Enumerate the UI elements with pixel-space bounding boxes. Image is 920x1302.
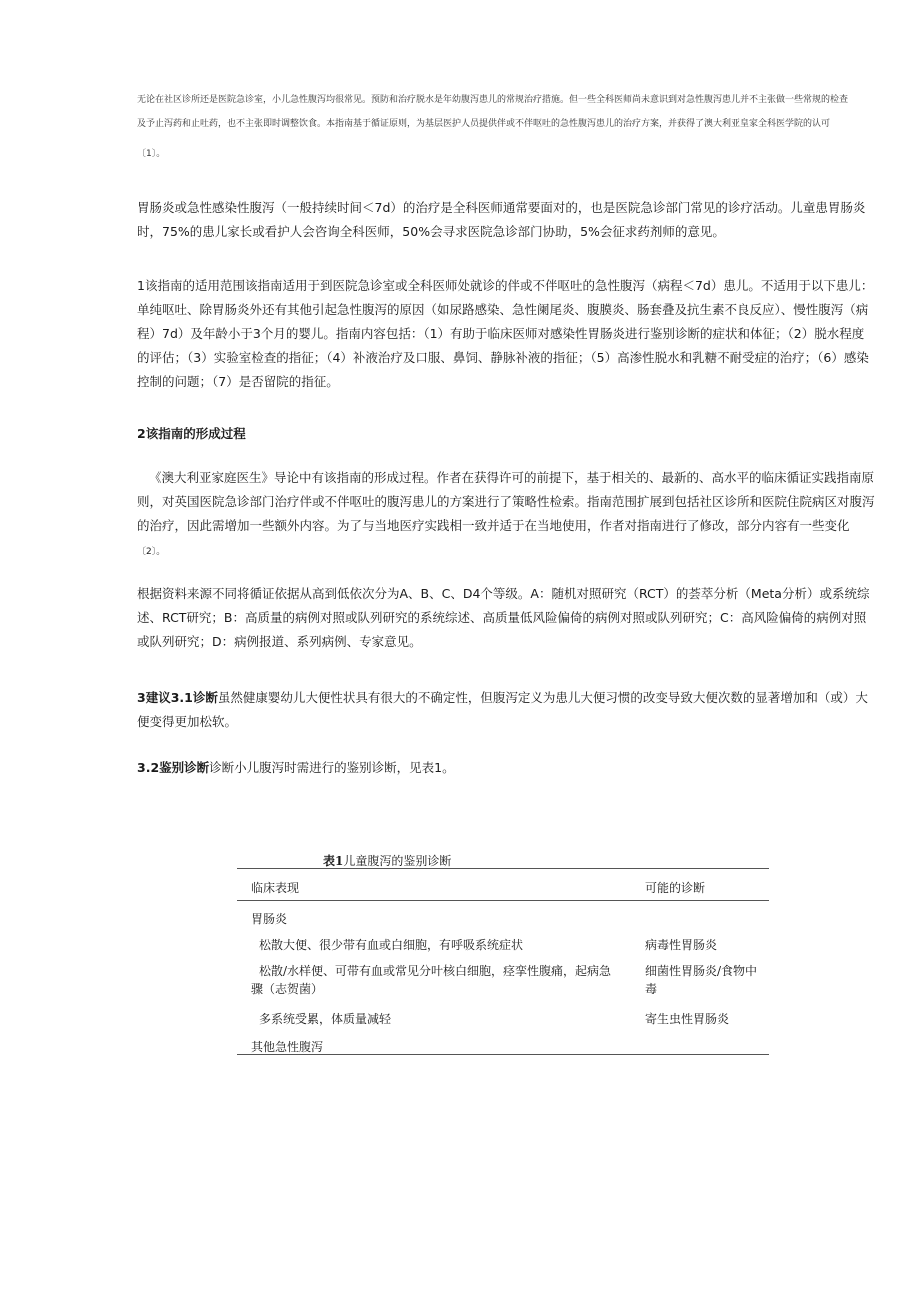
table-group-other: 其他急性腹泻 <box>251 1040 324 1054</box>
section-3-diagnosis <box>137 686 875 734</box>
table-row-clinical: 松散/水样便、可带有血或常见分叶核白细胞，痉挛性腹痛，起病急骤（志贺菌） <box>251 964 612 996</box>
section-3-2-text: 诊断小儿腹泻时需进行的鉴别诊断，见表1。 <box>209 760 455 775</box>
section-3-prefix: 3建议3.1诊断 <box>137 690 218 705</box>
table-bottom-rule <box>237 1054 769 1055</box>
section-2-body <box>137 466 875 564</box>
table-row-diagnosis: 细菌性胃肠炎/食物中毒 <box>645 964 758 996</box>
section-3-2-prefix: 3.2鉴别诊断 <box>137 760 210 775</box>
table-row-diagnosis: 寄生虫性胃肠炎 <box>645 1012 730 1026</box>
table-row-clinical: 多系统受累，体质量减轻 <box>259 1012 392 1026</box>
table-header-rule <box>237 900 769 901</box>
section-2-heading: 2该指南的形成过程 <box>137 426 246 441</box>
reference-2: 〔2〕。 <box>137 547 166 557</box>
section-2-text: 《澳大利亚家庭医生》导论中有该指南的形成过程。作者在获得许可的前提下，基于相关的、最新的、高水平的临床循证实践指南原则，对英国医院急诊部门治疗伴或不伴呕吐的腹泻患儿的方案进行了策略性检索。指南范围扩展到包括社区诊所和医院住院病区对腹泻的治疗，因此需增加一些额外内容。为了与当地医疗实践相一致并适于在当地使用，作者对指南进行了修改，部分内容有一些变化 <box>137 470 875 533</box>
section-1-scope: 1该指南的适用范围该指南适用于到医院急诊室或全科医师处就诊的伴或不伴呕吐的急性腹泻（病程＜7d）患儿。不适用于以下患儿：单纯呕吐、除胃肠炎外还有其他引起急性腹泻的原因（如尿路感染、急性阑尾炎、腹膜炎、肠套叠及抗生素不良反应）、慢性腹泻（病程）7d）及年龄小于3个月的婴儿。指南内容包括：（1）有助于临床医师对感染性胃肠炎进行鉴别诊断的症状和体征；（2）脱水程度的评估；（3）实验室检查的指征；（4）补液治疗及口服、鼻饲、静脉补液的指征；（5）高渗性脱水和乳糖不耐受症的治疗；（6）感染控制的问题；（7）是否留院的指征。 <box>137 278 874 389</box>
intro-abstract <box>137 88 875 166</box>
table-top-rule <box>237 868 769 869</box>
section-3-text: 虽然健康婴幼儿大便性状具有很大的不确定性，但腹泻定义为患儿大便习惯的改变导致大便次数的显著增加和（或）大便变得更加松软。 <box>137 690 868 729</box>
intro-line-1: 无论在社区诊所还是医院急诊室，小儿急性腹泻均很常见。预防和治疗脱水是年幼腹泻患儿的常规治疗措施。但一些全科医师尚未意识到对急性腹泻患儿并不主张做一些常规的检查 <box>137 95 849 105</box>
table-header-clinical: 临床表现 <box>251 881 300 895</box>
section-3-2-differential <box>137 756 875 780</box>
table-row-diagnosis: 病毒性胃肠炎 <box>645 938 718 952</box>
intro-line-3: 〔1〕。 <box>137 149 166 159</box>
table-caption-title: 儿童腹泻的鉴别诊断 <box>343 854 452 868</box>
table-row-clinical: 松散大便、很少带有血或白细胞，有呼吸系统症状 <box>259 938 524 952</box>
table-header-diagnosis: 可能的诊断 <box>645 881 706 895</box>
table-caption-number: 表1 <box>323 854 344 868</box>
table-group-gastroenteritis: 胃肠炎 <box>251 912 288 926</box>
paragraph-gastroenteritis: 胃肠炎或急性感染性腹泻（一般持续时间＜7d）的治疗是全科医师通常要面对的，也是医院急诊部门常见的诊疗活动。儿童患胃肠炎时，75%的患儿家长或看护人会咨询全科医师，50%会寻求医院急诊部门协助，5%会征求药剂师的意见。 <box>137 200 866 239</box>
intro-line-2: 及予止泻药和止吐药，也不主张即时调整饮食。本指南基于循证原则，为基层医护人员提供伴或不伴呕吐的急性腹泻患儿的治疗方案，并获得了澳大利亚皇家全科医学院的认可 <box>137 119 831 129</box>
table-caption <box>323 852 451 869</box>
evidence-grading: 根据资料来源不同将循证依据从高到低依次分为A、B、C、D4个等级。A：随机对照研究（RCT）的荟萃分析（Meta分析）或系统综述、RCT研究；B：高质量的病例对照或队列研究的系统综述、高质量低风险偏倚的病例对照或队列研究；C：高风险偏倚的病例对照或队列研究；D：病例报道、系列病例、专家意见。 <box>137 586 870 649</box>
